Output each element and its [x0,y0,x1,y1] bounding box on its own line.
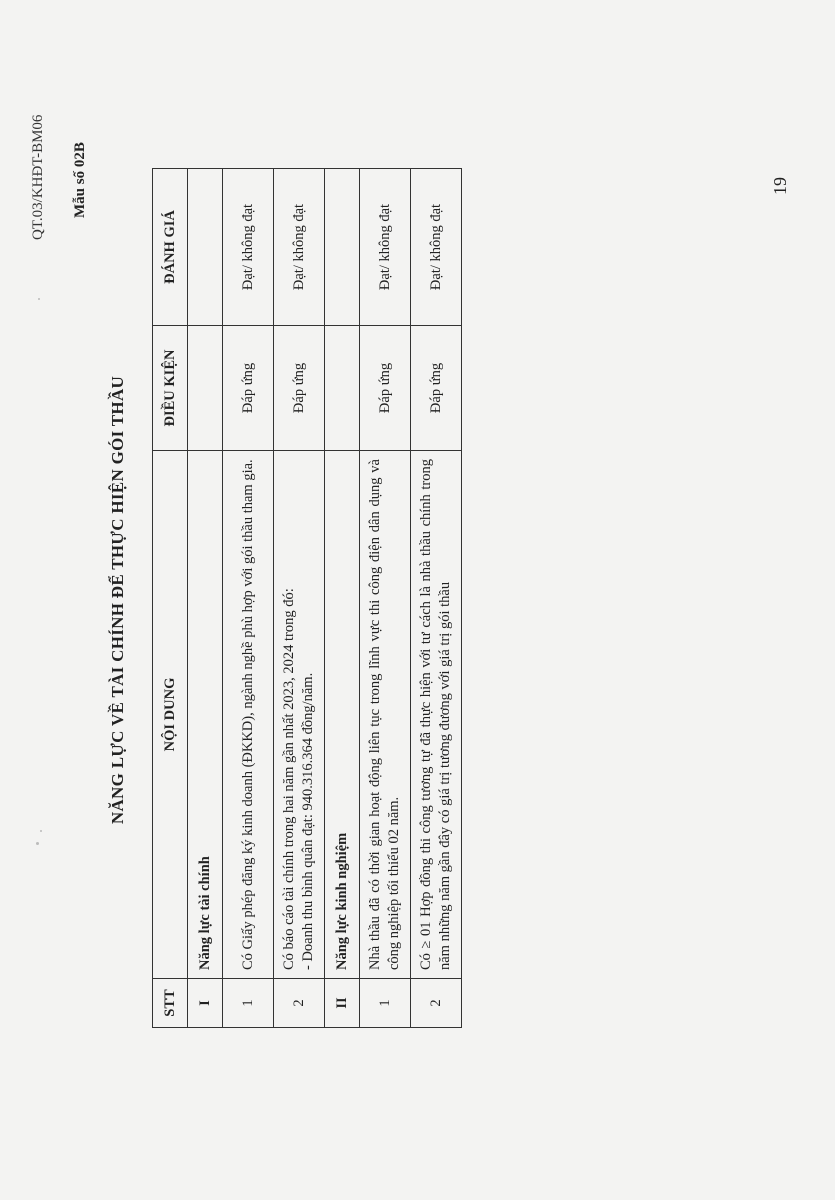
row-number: 1 [223,979,274,1028]
row-number: 2 [411,979,462,1028]
row-content [274,451,325,979]
row-content: Có Giấy phép đăng ký kinh doanh (ĐKKD), ngành nghề phù hợp với gói thầu tham gia. [223,451,274,979]
section-row-experience [325,169,360,1028]
column-header-evaluation: ĐÁNH GIÁ [153,169,188,326]
row-content-line: - Doanh thu bình quân đạt: 940.316.364 đồng/năm. [300,672,316,970]
empty-cell [188,169,223,326]
section-number: II [325,979,360,1028]
row-condition: Đáp ứng [274,326,325,451]
empty-cell [325,326,360,451]
section-row-financial [188,169,223,1028]
row-condition: Đáp ứng [223,326,274,451]
row-evaluation: Đạt/ không đạt [360,169,411,326]
scan-speck [36,842,39,845]
table-header-row [153,169,188,1028]
column-header-content: NỘI DUNG [153,451,188,979]
row-condition: Đáp ứng [360,326,411,451]
row-content: Nhà thầu đã có thời gian hoạt động liên tục trong lĩnh vực thi công điện dân dụng và công nghiệp tối thiểu 02 năm. [360,451,411,979]
row-condition: Đáp ứng [411,326,462,451]
empty-cell [325,169,360,326]
scan-speck [38,298,40,300]
row-evaluation: Đạt/ không đạt [411,169,462,326]
table-row [411,169,462,1028]
column-header-condition: ĐIỀU KIỆN [153,326,188,451]
document-title: NĂNG LỰC VỀ TÀI CHÍNH ĐỂ THỰC HIỆN GÓI THẦU [108,375,127,825]
form-number: Mẫu số 02B [72,142,88,218]
section-number: I [188,979,223,1028]
table-row [223,169,274,1028]
section-label: Năng lực tài chính [188,451,223,979]
column-header-stt: STT [153,979,188,1028]
row-evaluation: Đạt/ không đạt [223,169,274,326]
empty-cell [188,326,223,451]
criteria-table [152,168,462,1028]
page-number: 19 [770,177,790,195]
scan-speck [40,830,42,832]
row-evaluation: Đạt/ không đạt [274,169,325,326]
document-code: QT.03/KHĐT-BM06 [30,114,46,240]
row-number: 2 [274,979,325,1028]
row-content-line: Có báo cáo tài chính trong hai năm gần nhất 2023, 2024 trong đó: [281,588,298,970]
table-row [274,169,325,1028]
row-content: Có ≥ 01 Hợp đồng thi công tương tự đã thực hiện với tư cách là nhà thầu chính trong năm những năm gần đây có giá trị tương đương với giá trị gói thầu [411,451,462,979]
row-number: 1 [360,979,411,1028]
section-label: Năng lực kinh nghiệm [325,451,360,979]
table-row [360,169,411,1028]
